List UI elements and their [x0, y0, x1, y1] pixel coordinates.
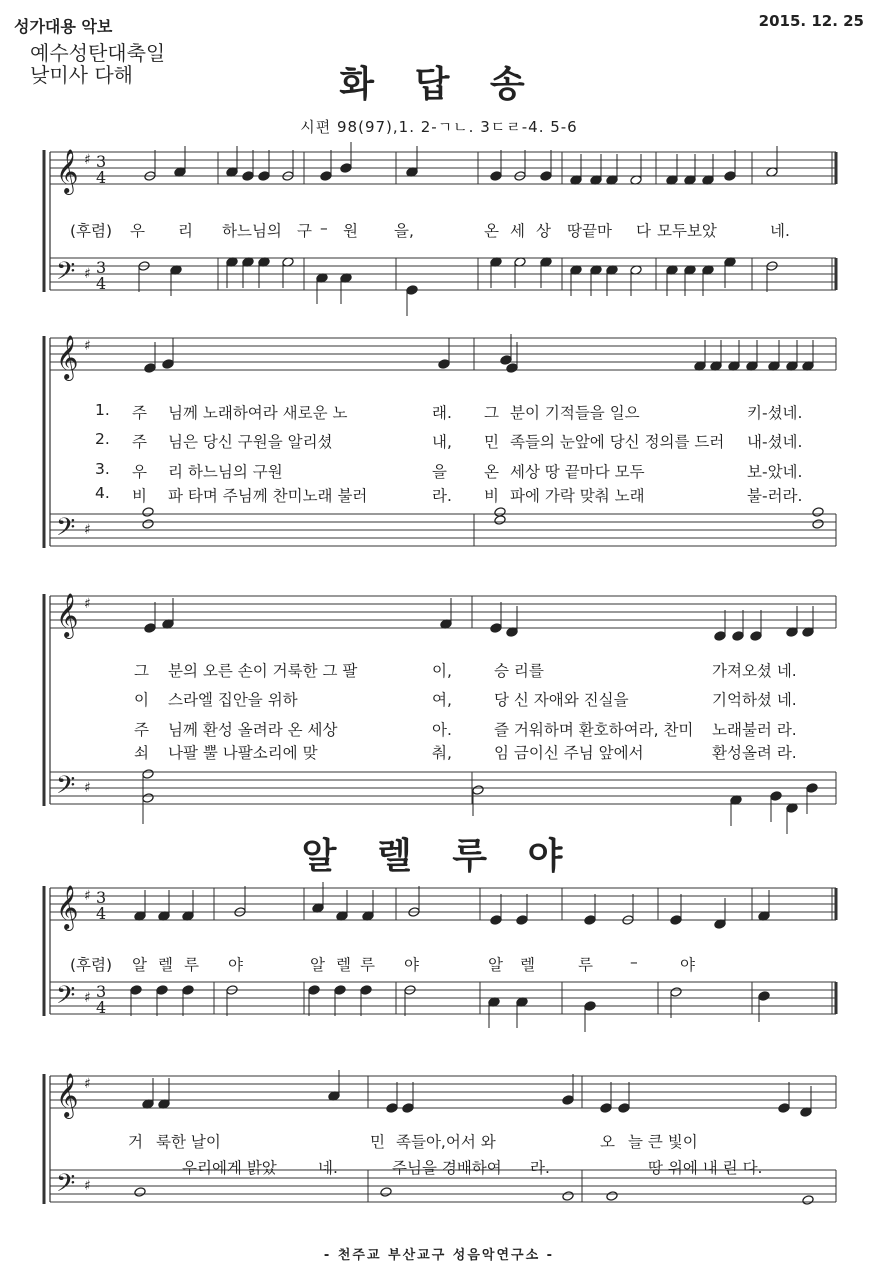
alleluia-syllable-7: 야: [404, 956, 419, 974]
sys2-bass-note-4: [812, 507, 824, 518]
verse1-line1-6: 키-셨네.: [747, 404, 803, 422]
sys5-bass-note-4: [802, 1195, 814, 1206]
sys4-bass-note-0: [130, 985, 142, 996]
choir-score-label: 성가대용 악보: [14, 17, 113, 36]
sys2-bass-clef: 𝄢: [56, 513, 76, 548]
sys3-bass-note-2: [472, 785, 484, 796]
sys4-treble-key-sharp: ♯: [84, 888, 91, 904]
sys2-treble-note-0: [144, 363, 156, 374]
alleluia-syllable-6: 루: [360, 956, 375, 974]
alleluia-refrain-marker: (후렴): [70, 956, 113, 974]
sys2-treble-note-3: [500, 355, 512, 366]
verse1-line4-0: 4.: [95, 484, 110, 502]
refrain-syllable-5: 원: [343, 222, 358, 240]
sys3-bass-note-6: [806, 783, 818, 794]
sys3-bass-note-0: [142, 769, 154, 780]
alleluia-verse2-1: 네.: [318, 1159, 338, 1177]
sys4-treble-time-top: 3: [96, 888, 107, 907]
verse1-line3-4: 온: [484, 463, 499, 481]
alleluia-verse2-4: 땅 위에 내 린 다.: [648, 1159, 763, 1177]
sys5-treble-note-4: [402, 1103, 414, 1114]
alleluia-verse1-2: 민: [370, 1133, 385, 1151]
verse1-line2-0: 2.: [95, 430, 110, 448]
sys1-treble-note-7: [340, 163, 352, 174]
verse2-line2-3: 당 신 자애와 진실을: [494, 691, 629, 709]
sys4-bass-note-1: [156, 985, 168, 996]
sys3-treble-note-7: [750, 631, 762, 642]
verse1-line3-2: 리 하느님의 구원: [168, 463, 283, 481]
sys1-treble-note-3: [242, 171, 254, 182]
refrain-syllable-7: 온: [484, 222, 499, 240]
sys2-bass-note-1: [142, 519, 154, 530]
sys1-treble-note-11: [540, 171, 552, 182]
date-label: 2015. 12. 25: [758, 12, 864, 30]
sys4-treble-note-12: [670, 915, 682, 926]
sys5-treble-clef: 𝄞: [56, 1073, 79, 1117]
sys4-bass-note-2: [182, 985, 194, 996]
sys3-treble-note-5: [714, 631, 726, 642]
refrain-syllable-2: 하느님의: [222, 222, 282, 240]
verse1-line3-3: 을: [432, 463, 447, 481]
alleluia-syllable-3: 야: [228, 956, 243, 974]
sys5-treble-note-5: [562, 1095, 574, 1106]
verse1-line3-1: 우: [132, 463, 147, 481]
footer-credit: - 천주교 부산교구 성음악연구소 -: [323, 1248, 555, 1263]
sys2-treble-note-1: [162, 359, 174, 370]
occasion-line-1: 예수성탄대축일: [30, 41, 166, 65]
sys5-bass-note-3: [606, 1191, 618, 1202]
verse1-line1-5: 분이 기적들을 일으: [510, 404, 640, 422]
verse1-line4-5: 파에 가락 맞춰 노래: [510, 487, 645, 505]
sys2-bass-note-3: [494, 515, 506, 526]
sys4-bass-clef: 𝄢: [56, 981, 76, 1016]
sys2-treble-note-4: [506, 363, 518, 374]
sys4-bass-note-4: [308, 985, 320, 996]
refrain-syllable-6: 을,: [394, 222, 414, 240]
sys3-treble-note-3: [490, 623, 502, 634]
alleluia-syllable-0: 알: [132, 956, 147, 974]
sys4-bass-key-sharp: ♯: [84, 990, 91, 1006]
verse1-line3-5: 세상 땅 끝마다 모두: [510, 463, 645, 481]
sys2-bass-note-0: [142, 507, 154, 518]
verse1-line2-4: 민: [484, 433, 499, 451]
verse1-line2-6: 내-셨네.: [747, 433, 803, 451]
sys3-treble-note-0: [144, 623, 156, 634]
sys1-bass-note-8: [406, 285, 418, 296]
alleluia-syllable-1: 렐: [158, 956, 173, 974]
verse1-line4-6: 불-러라.: [747, 487, 803, 505]
sys5-bass-note-1: [380, 1187, 392, 1198]
refrain-syllable-4: –: [320, 219, 328, 237]
sys5-treble-note-6: [600, 1103, 612, 1114]
alleluia-syllable-9: 렐: [520, 956, 535, 974]
sys5-treble-note-3: [386, 1103, 398, 1114]
alleluia-syllable-4: 알: [310, 956, 325, 974]
occasion-line-2: 낮미사 다해: [30, 63, 133, 87]
verse1-line1-3: 래.: [432, 404, 452, 422]
verse2-line4-2: 춰,: [432, 744, 452, 762]
psalm-reference: 시편 98(97),1. 2-ㄱㄴ. 3ㄷㄹ-4. 5-6: [300, 118, 578, 136]
refrain-syllable-1: 리: [178, 222, 193, 240]
alleluia-syllable-5: 렐: [336, 956, 351, 974]
sys4-bass-note-10: [584, 1001, 596, 1012]
verse1-line2-5: 족들의 눈앞에 당신 정의를 드러: [510, 433, 725, 451]
alleluia-syllable-10: 루: [578, 956, 593, 974]
verse1-line1-1: 주: [132, 404, 147, 422]
sys4-treble-time-bottom: 4: [96, 904, 107, 923]
sys3-bass-key-sharp: ♯: [84, 780, 91, 796]
verse1-line2-2: 님은 당신 구원을 알리셨: [168, 433, 333, 451]
sys2-bass-key-sharp: ♯: [84, 522, 91, 538]
alleluia-syllable-11: –: [630, 953, 638, 971]
alleluia-syllable-2: 루: [184, 956, 199, 974]
alleluia-verse1-0: 거: [128, 1133, 143, 1151]
verse2-line2-2: 여,: [432, 691, 452, 709]
verse1-line3-0: 3.: [95, 460, 110, 478]
sys4-bass-note-6: [360, 985, 372, 996]
refrain-syllable-11: 다: [636, 222, 651, 240]
responsorial-title: 화 답 송: [339, 64, 539, 105]
sys3-treble-note-6: [732, 631, 744, 642]
verse2-line2-0: 이: [134, 691, 149, 709]
sys5-bass-note-0: [134, 1187, 146, 1198]
sys5-treble-note-8: [778, 1103, 790, 1114]
sys3-bass-note-4: [770, 791, 782, 802]
sys1-treble-time-bottom: 4: [96, 168, 107, 187]
verse2-line3-4: 노래불러 라.: [712, 721, 797, 739]
sys4-bass-note-11: [670, 987, 682, 998]
sys1-treble-note-19: [724, 171, 736, 182]
verse1-line4-1: 비: [132, 487, 147, 505]
sys4-treble-note-8: [490, 915, 502, 926]
verse2-line2-4: 기억하셨 네.: [712, 691, 797, 709]
alleluia-verse1-1: 룩한 날이: [156, 1133, 221, 1151]
sys5-bass-key-sharp: ♯: [84, 1178, 91, 1194]
alleluia-verse2-2: 주님을 경배하여: [392, 1159, 502, 1177]
verse1-line4-2: 파 타며 주님께 찬미노래 불러: [168, 487, 368, 505]
verse2-line4-1: 나팔 뿔 나팔소리에 맞: [168, 744, 318, 762]
sys5-bass-clef: 𝄢: [56, 1169, 76, 1204]
sys1-treble-note-9: [490, 171, 502, 182]
sys5-treble-key-sharp: ♯: [84, 1076, 91, 1092]
sys3-bass-note-1: [142, 793, 154, 804]
alleluia-verse2-3: 라.: [530, 1159, 550, 1177]
sys4-bass-time-bottom: 4: [96, 998, 107, 1017]
sys1-treble-note-4: [258, 171, 270, 182]
sys4-treble-clef: 𝄞: [56, 885, 79, 929]
refrain-syllable-3: 구: [297, 222, 312, 240]
alleluia-verse1-5: 늘 큰 빛이: [628, 1133, 698, 1151]
verse1-line3-6: 보-았네.: [747, 463, 803, 481]
refrain-syllable-0: 우: [130, 222, 145, 240]
sys1-treble-time-top: 3: [96, 152, 107, 171]
verse2-line3-2: 아.: [432, 721, 452, 739]
refrain-marker: (후렴): [70, 222, 113, 240]
verse2-line3-1: 님께 환성 올려라 온 세상: [168, 721, 338, 739]
alleluia-syllable-12: 야: [680, 956, 695, 974]
verse2-line4-0: 쇠: [134, 744, 149, 762]
verse2-line3-0: 주: [134, 721, 149, 739]
sys3-treble-key-sharp: ♯: [84, 596, 91, 612]
sys1-bass-clef: 𝄢: [56, 257, 76, 292]
refrain-syllable-12: 모두보았: [657, 222, 717, 240]
verse1-line1-2: 님께 노래하여라 새로운 노: [168, 404, 348, 422]
verse2-line1-0: 그: [134, 662, 149, 680]
verse2-line1-1: 분의 오른 손이 거룩한 그 팔: [168, 662, 358, 680]
verse2-line1-3: 승 리를: [494, 662, 544, 680]
verse2-line1-2: 이,: [432, 662, 452, 680]
sys4-bass-time-top: 3: [96, 982, 107, 1001]
sys5-treble-note-7: [618, 1103, 630, 1114]
refrain-syllable-8: 세: [510, 222, 525, 240]
sys1-bass-time-bottom: 4: [96, 274, 107, 293]
sys1-treble-note-6: [320, 171, 332, 182]
alleluia-verse2-0: 우리에게 밝았: [182, 1159, 277, 1177]
sys2-treble-clef: 𝄞: [56, 335, 79, 379]
alleluia-syllable-8: 알: [488, 956, 503, 974]
verse1-line4-3: 라.: [432, 487, 452, 505]
sys3-bass-clef: 𝄢: [56, 771, 76, 806]
sys5-bass-note-2: [562, 1191, 574, 1202]
sys1-bass-key-sharp: ♯: [84, 266, 91, 282]
sys4-bass-note-5: [334, 985, 346, 996]
sys2-bass-note-5: [812, 519, 824, 530]
verse2-line2-1: 스라엘 집안을 위하: [168, 691, 298, 709]
sys4-bass-note-12: [758, 991, 770, 1002]
verse1-line2-1: 주: [132, 433, 147, 451]
alleluia-title: 알 렐 루 야: [301, 836, 577, 877]
sys3-treble-clef: 𝄞: [56, 593, 79, 637]
refrain-syllable-9: 상: [536, 222, 551, 240]
sys1-treble-clef: 𝄞: [56, 149, 79, 193]
sys4-treble-note-10: [584, 915, 596, 926]
sys2-treble-note-2: [438, 359, 450, 370]
sys4-treble-note-9: [516, 915, 528, 926]
verse2-line3-3: 즐 거워하며 환호하여라, 찬미: [494, 721, 694, 739]
sys2-treble-key-sharp: ♯: [84, 338, 91, 354]
verse1-line4-4: 비: [484, 487, 499, 505]
verse1-line2-3: 내,: [432, 433, 452, 451]
verse2-line1-4: 가져오셨 네.: [712, 662, 797, 680]
sys1-treble-key-sharp: ♯: [84, 152, 91, 168]
refrain-syllable-13: 네.: [770, 222, 790, 240]
alleluia-verse1-4: 오: [600, 1133, 615, 1151]
verse2-line4-4: 환성올려 라.: [712, 744, 797, 762]
refrain-syllable-10: 땅끝마: [567, 222, 612, 240]
sys1-bass-time-top: 3: [96, 258, 107, 277]
alleluia-verse1-3: 족들아,어서 와: [396, 1133, 496, 1151]
verse1-line1-0: 1.: [95, 401, 110, 419]
verse2-line4-3: 임 금이신 주님 앞에서: [494, 744, 644, 762]
verse1-line1-4: 그: [484, 404, 499, 422]
